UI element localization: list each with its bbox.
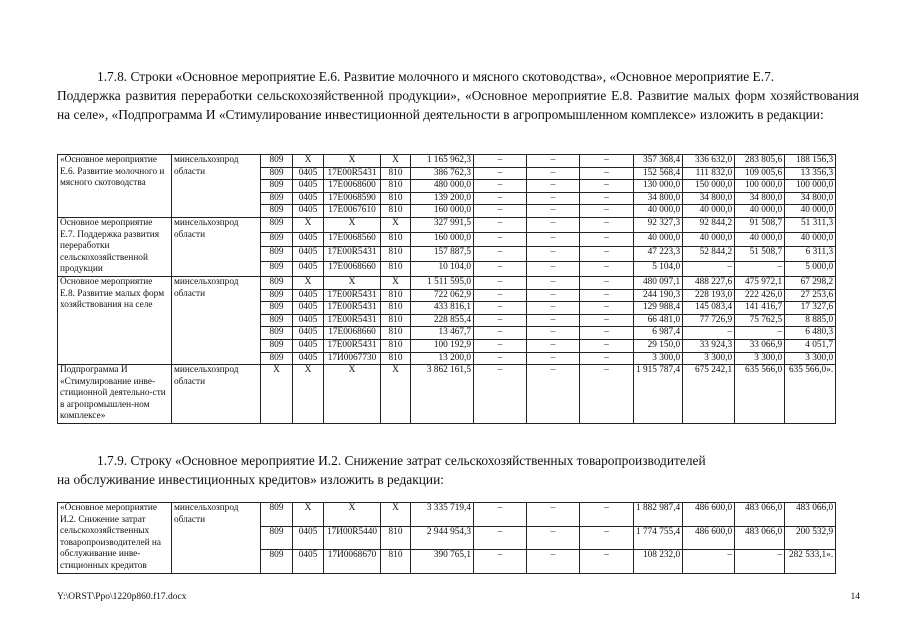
table-cell: – xyxy=(474,503,527,527)
table-cell: – xyxy=(474,314,527,327)
table-cell: Х xyxy=(261,365,293,424)
table-row xyxy=(58,365,836,424)
table-cell: 6 311,3 xyxy=(785,247,836,262)
executor-cell: минсельхозпрод области xyxy=(172,365,261,424)
executor-cell: минсельхозпрод области xyxy=(172,276,261,364)
table-cell: 433 816,1 xyxy=(411,302,474,315)
table-cell: – xyxy=(527,365,580,424)
table-cell: 222 426,0 xyxy=(735,289,785,302)
table-cell: 13 200,0 xyxy=(411,352,474,365)
table-cell: – xyxy=(580,167,634,180)
table-cell: 809 xyxy=(261,289,293,302)
table-cell: – xyxy=(580,180,634,193)
table-cell: 809 xyxy=(261,503,293,527)
table-cell: 809 xyxy=(261,327,293,340)
table-cell: 17Е0068560 xyxy=(324,232,381,247)
paragraph-1-7-9-rest: на обслуживание инвестиционных кредитов» изложить в редакции: xyxy=(57,472,444,487)
table-cell: – xyxy=(527,327,580,340)
table-cell: – xyxy=(474,289,527,302)
table-cell: 483 066,0 xyxy=(735,526,785,550)
table-cell: – xyxy=(527,339,580,352)
table-cell: 33 924,3 xyxy=(683,339,735,352)
table-cell: – xyxy=(474,232,527,247)
table-cell: Х xyxy=(324,365,381,424)
table-cell: – xyxy=(474,327,527,340)
table-cell: 17Е0068660 xyxy=(324,327,381,340)
table-cell: 8 885,0 xyxy=(785,314,836,327)
table-cell: – xyxy=(527,289,580,302)
table-cell: 51 508,7 xyxy=(735,247,785,262)
program-name-cell: Основное мероприятие Е.8. Развитие малых форм хозяйствования на селе xyxy=(58,276,172,364)
table-cell: 480 000,0 xyxy=(411,180,474,193)
executor-cell: минсельхозпрод области xyxy=(172,217,261,276)
table-cell: 29 150,0 xyxy=(634,339,683,352)
table-cell: 5 000,0 xyxy=(785,262,836,277)
table-cell: 34 800,0 xyxy=(683,192,735,205)
table-cell: 0405 xyxy=(293,526,324,550)
table-cell: 129 988,4 xyxy=(634,302,683,315)
table-cell: 0405 xyxy=(293,262,324,277)
table-cell: 188 156,3 xyxy=(785,155,836,168)
table-cell: 17Е0067610 xyxy=(324,205,381,218)
table-cell: – xyxy=(735,327,785,340)
table-cell: 809 xyxy=(261,550,293,574)
table-cell: 1 915 787,4 xyxy=(634,365,683,424)
table-cell: 809 xyxy=(261,262,293,277)
table-cell: – xyxy=(735,262,785,277)
table-cell: 810 xyxy=(381,262,411,277)
table-cell: 17Е00R5431 xyxy=(324,167,381,180)
table-cell: 17Е00R5431 xyxy=(324,289,381,302)
table-cell: 13 467,7 xyxy=(411,327,474,340)
table-cell: 809 xyxy=(261,217,293,232)
table-cell: 40 000,0 xyxy=(634,205,683,218)
table-cell: 3 335 719,4 xyxy=(411,503,474,527)
table-cell: 327 991,5 xyxy=(411,217,474,232)
table-cell: 809 xyxy=(261,302,293,315)
table-cell: 488 227,6 xyxy=(683,276,735,289)
table-cell: 17И0068670 xyxy=(324,550,381,574)
table-cell: – xyxy=(580,327,634,340)
table-cell: 809 xyxy=(261,339,293,352)
table-cell: 1 165 962,3 xyxy=(411,155,474,168)
table-cell: 33 066,9 xyxy=(735,339,785,352)
table-cell: 67 298,2 xyxy=(785,276,836,289)
table-cell: – xyxy=(580,302,634,315)
table-cell: 475 972,1 xyxy=(735,276,785,289)
table-cell: 3 300,0 xyxy=(683,352,735,365)
table-cell: 809 xyxy=(261,276,293,289)
table-cell: – xyxy=(580,205,634,218)
table-cell: – xyxy=(580,526,634,550)
table-cell: 77 726,9 xyxy=(683,314,735,327)
table-cell: – xyxy=(683,550,735,574)
table-cell: 34 800,0 xyxy=(785,192,836,205)
table-cell: – xyxy=(527,550,580,574)
executor-cell: минсельхозпрод области xyxy=(172,155,261,218)
paragraph-1-7-9 xyxy=(57,451,859,489)
table-cell: 109 005,6 xyxy=(735,167,785,180)
table-cell: 10 104,0 xyxy=(411,262,474,277)
table-cell: 17Е00R5431 xyxy=(324,314,381,327)
table-cell: 200 532,9 xyxy=(785,526,836,550)
table-cell: 130 000,0 xyxy=(634,180,683,193)
table-cell: 483 066,0 xyxy=(785,503,836,527)
table-cell: Х xyxy=(293,365,324,424)
table-cell: – xyxy=(474,302,527,315)
table-cell: 40 000,0 xyxy=(735,232,785,247)
table-cell: – xyxy=(527,526,580,550)
table-cell: – xyxy=(474,352,527,365)
table-cell: 92 327,3 xyxy=(634,217,683,232)
table-cell: 386 762,3 xyxy=(411,167,474,180)
table-cell: 810 xyxy=(381,352,411,365)
table-cell: – xyxy=(527,276,580,289)
table-cell: – xyxy=(580,503,634,527)
table-cell: – xyxy=(580,232,634,247)
table-cell: – xyxy=(474,155,527,168)
table-cell: – xyxy=(474,192,527,205)
table-cell: – xyxy=(474,247,527,262)
table-cell: 809 xyxy=(261,180,293,193)
table-cell: – xyxy=(580,247,634,262)
table-cell: 0405 xyxy=(293,247,324,262)
table-cell: – xyxy=(474,180,527,193)
table-cell: 17Е00R5431 xyxy=(324,339,381,352)
table-cell: 17Е0068660 xyxy=(324,262,381,277)
table-cell: – xyxy=(683,262,735,277)
table-cell: 75 762,5 xyxy=(735,314,785,327)
table-cell: – xyxy=(527,247,580,262)
table-cell: – xyxy=(474,550,527,574)
table-cell: 228 193,0 xyxy=(683,289,735,302)
table-cell: 100 000,0 xyxy=(785,180,836,193)
table-cell: – xyxy=(580,217,634,232)
table-row xyxy=(58,217,836,232)
table-cell: 160 000,0 xyxy=(411,232,474,247)
program-name-cell: Основное мероприятие Е.7. Поддержка развития переработки сельскохозяйственной продукции xyxy=(58,217,172,276)
table-cell: – xyxy=(580,550,634,574)
table-cell: 40 000,0 xyxy=(785,232,836,247)
table-cell: 810 xyxy=(381,192,411,205)
table-cell: – xyxy=(474,205,527,218)
table-cell: Х xyxy=(324,503,381,527)
paragraph-1-7-8-line1: 1.7.8. Строки «Основное мероприятие Е.6. Развитие молочного и мясного скотоводства», «Основное мероприятие Е.7. xyxy=(97,69,775,84)
table-cell: 282 533,1». xyxy=(785,550,836,574)
table-cell: – xyxy=(580,276,634,289)
table-cell: 809 xyxy=(261,205,293,218)
table-cell: 100 192,9 xyxy=(411,339,474,352)
table-cell: 100 000,0 xyxy=(735,180,785,193)
table-cell: Х xyxy=(324,217,381,232)
table-cell: 17Е00R5431 xyxy=(324,247,381,262)
table-cell: 1 774 755,4 xyxy=(634,526,683,550)
table-cell: 47 223,3 xyxy=(634,247,683,262)
table-cell: 6 987,4 xyxy=(634,327,683,340)
table-cell: Х xyxy=(381,217,411,232)
table-cell: 2 944 954,3 xyxy=(411,526,474,550)
table-cell: 141 416,7 xyxy=(735,302,785,315)
table-cell: 0405 xyxy=(293,232,324,247)
table-cell: 809 xyxy=(261,314,293,327)
table-cell: Х xyxy=(381,365,411,424)
table-cell: 40 000,0 xyxy=(735,205,785,218)
table-cell: – xyxy=(580,192,634,205)
table-cell: – xyxy=(474,526,527,550)
table-cell: 34 800,0 xyxy=(634,192,683,205)
table-cell: 809 xyxy=(261,192,293,205)
table-cell: – xyxy=(474,365,527,424)
table-cell: – xyxy=(527,155,580,168)
table-cell: 145 083,4 xyxy=(683,302,735,315)
table-cell: 810 xyxy=(381,526,411,550)
table-cell: 0405 xyxy=(293,167,324,180)
table-cell: 810 xyxy=(381,302,411,315)
program-name-cell: «Основное мероприятие И.2. Снижение затрат сельскохозяйственных товаропроизводителей на обслуживание инве-стиционных кредитов xyxy=(58,503,172,574)
table-cell: – xyxy=(527,167,580,180)
table-cell: 0405 xyxy=(293,205,324,218)
paragraph-1-7-8 xyxy=(57,67,859,124)
table-cell: 17Е0068600 xyxy=(324,180,381,193)
table-cell: 810 xyxy=(381,205,411,218)
table-cell: – xyxy=(474,217,527,232)
table-cell: 40 000,0 xyxy=(683,205,735,218)
table-cell: 0405 xyxy=(293,339,324,352)
table-cell: 635 566,0». xyxy=(785,365,836,424)
table-cell: 40 000,0 xyxy=(683,232,735,247)
table-cell: – xyxy=(527,503,580,527)
table-cell: Х xyxy=(324,155,381,168)
table-cell: 17 327,6 xyxy=(785,302,836,315)
table-cell: 809 xyxy=(261,526,293,550)
table-cell: Х xyxy=(293,503,324,527)
table-cell: – xyxy=(527,180,580,193)
table-cell: 160 000,0 xyxy=(411,205,474,218)
table-cell: 809 xyxy=(261,352,293,365)
table-cell: – xyxy=(474,167,527,180)
table-cell: 66 481,0 xyxy=(634,314,683,327)
table-cell: 40 000,0 xyxy=(634,232,683,247)
table-cell: 228 855,4 xyxy=(411,314,474,327)
table-cell: 0405 xyxy=(293,302,324,315)
table-row xyxy=(58,276,836,289)
table-cell: 17Е00R5431 xyxy=(324,302,381,315)
table-cell: 810 xyxy=(381,289,411,302)
table-cell: 809 xyxy=(261,155,293,168)
table-cell: 0405 xyxy=(293,314,324,327)
table-cell: Х xyxy=(293,155,324,168)
table-cell: – xyxy=(580,365,634,424)
table-cell: Х xyxy=(293,276,324,289)
table-cell: 810 xyxy=(381,247,411,262)
table-cell: 810 xyxy=(381,314,411,327)
table-cell: Х xyxy=(381,276,411,289)
table-cell: – xyxy=(474,276,527,289)
table-cell: 108 232,0 xyxy=(634,550,683,574)
table-cell: 139 200,0 xyxy=(411,192,474,205)
table-cell: 152 568,4 xyxy=(634,167,683,180)
table-cell: 92 844,2 xyxy=(683,217,735,232)
table-cell: 91 508,7 xyxy=(735,217,785,232)
table-cell: 810 xyxy=(381,327,411,340)
table-cell: 486 600,0 xyxy=(683,526,735,550)
table-cell: – xyxy=(580,155,634,168)
table-cell: 486 600,0 xyxy=(683,503,735,527)
table-row xyxy=(58,503,836,527)
table-cell: 1 882 987,4 xyxy=(634,503,683,527)
table-cell: 390 765,1 xyxy=(411,550,474,574)
paragraph-1-7-9-line1: 1.7.9. Строку «Основное мероприятие И.2. Снижение затрат сельскохозяйственных товаропроизводителей xyxy=(97,453,706,468)
table-row xyxy=(58,155,836,168)
table-cell: 809 xyxy=(261,232,293,247)
table-cell: 3 862 161,5 xyxy=(411,365,474,424)
table-cell: Х xyxy=(381,155,411,168)
table-cell: 13 356,3 xyxy=(785,167,836,180)
table-cell: 6 480,3 xyxy=(785,327,836,340)
footer-page-number: 14 xyxy=(850,592,860,602)
table-cell: – xyxy=(527,232,580,247)
table-cell: Х xyxy=(324,276,381,289)
table-cell: 480 097,1 xyxy=(634,276,683,289)
table-cell: – xyxy=(683,327,735,340)
table-cell: 722 062,9 xyxy=(411,289,474,302)
table-cell: – xyxy=(527,192,580,205)
table-cell: 810 xyxy=(381,550,411,574)
table-1-7-9 xyxy=(57,502,836,574)
table-cell: 0405 xyxy=(293,352,324,365)
table-cell: 635 566,0 xyxy=(735,365,785,424)
table-cell: – xyxy=(527,314,580,327)
table-cell: 1 511 595,0 xyxy=(411,276,474,289)
table-cell: 17И00R5440 xyxy=(324,526,381,550)
table-cell: – xyxy=(474,262,527,277)
table-cell: 3 300,0 xyxy=(785,352,836,365)
table-cell: Х xyxy=(381,503,411,527)
table-cell: 336 632,0 xyxy=(683,155,735,168)
table-cell: 157 887,5 xyxy=(411,247,474,262)
table-cell: 0405 xyxy=(293,192,324,205)
table-cell: 34 800,0 xyxy=(735,192,785,205)
table-cell: – xyxy=(580,352,634,365)
table-cell: – xyxy=(580,314,634,327)
table-cell: – xyxy=(527,302,580,315)
table-cell: 0405 xyxy=(293,289,324,302)
table-cell: – xyxy=(580,289,634,302)
table-cell: 40 000,0 xyxy=(785,205,836,218)
table-cell: 809 xyxy=(261,247,293,262)
table-cell: 17Е0068590 xyxy=(324,192,381,205)
table-cell: 0405 xyxy=(293,327,324,340)
program-name-cell: Подпрограмма И «Стимулирование инве-стиционной деятельно-сти в агропромышлен-ном комплексе» xyxy=(58,365,172,424)
table-cell: – xyxy=(580,262,634,277)
table-cell: 0405 xyxy=(293,180,324,193)
table-cell: 357 368,4 xyxy=(634,155,683,168)
executor-cell: минсельхозпрод области xyxy=(172,503,261,574)
table-cell: 3 300,0 xyxy=(735,352,785,365)
table-cell: 810 xyxy=(381,167,411,180)
table-cell: 810 xyxy=(381,339,411,352)
table-1-7-8 xyxy=(57,154,836,424)
table-cell: 483 066,0 xyxy=(735,503,785,527)
table-cell: 4 051,7 xyxy=(785,339,836,352)
table-cell: 3 300,0 xyxy=(634,352,683,365)
table-cell: 675 242,1 xyxy=(683,365,735,424)
table-cell: – xyxy=(580,339,634,352)
paragraph-1-7-8-rest: Поддержка развития переработки сельскохозяйственной продукции», «Основное мероприятие Е.8. Развитие малых форм хозяйствования на селе», «Подпрограмма И «Стимулирование инвестиционной деятельности в агропромышленном комплексе» изложить в редакции: xyxy=(57,88,859,122)
table-cell: – xyxy=(735,550,785,574)
table-cell: 51 311,3 xyxy=(785,217,836,232)
table-cell: – xyxy=(527,205,580,218)
table-cell: 111 832,0 xyxy=(683,167,735,180)
table-cell: 283 805,6 xyxy=(735,155,785,168)
footer-file-path: Y:\ORST\Ppo\1220p860.f17.docx xyxy=(57,592,187,602)
table-cell: 244 190,3 xyxy=(634,289,683,302)
table-cell: 52 844,2 xyxy=(683,247,735,262)
table-cell: 809 xyxy=(261,167,293,180)
table-cell: 5 104,0 xyxy=(634,262,683,277)
table-cell: Х xyxy=(293,217,324,232)
table-cell: 17И0067730 xyxy=(324,352,381,365)
table-cell: 810 xyxy=(381,232,411,247)
table-cell: – xyxy=(527,262,580,277)
table-cell: – xyxy=(527,352,580,365)
program-name-cell: «Основное мероприятие Е.6. Развитие молочного и мясного скотоводства xyxy=(58,155,172,218)
table-cell: 810 xyxy=(381,180,411,193)
table-cell: – xyxy=(527,217,580,232)
table-cell: 27 253,6 xyxy=(785,289,836,302)
table-cell: – xyxy=(474,339,527,352)
table-cell: 150 000,0 xyxy=(683,180,735,193)
table-cell: 0405 xyxy=(293,550,324,574)
